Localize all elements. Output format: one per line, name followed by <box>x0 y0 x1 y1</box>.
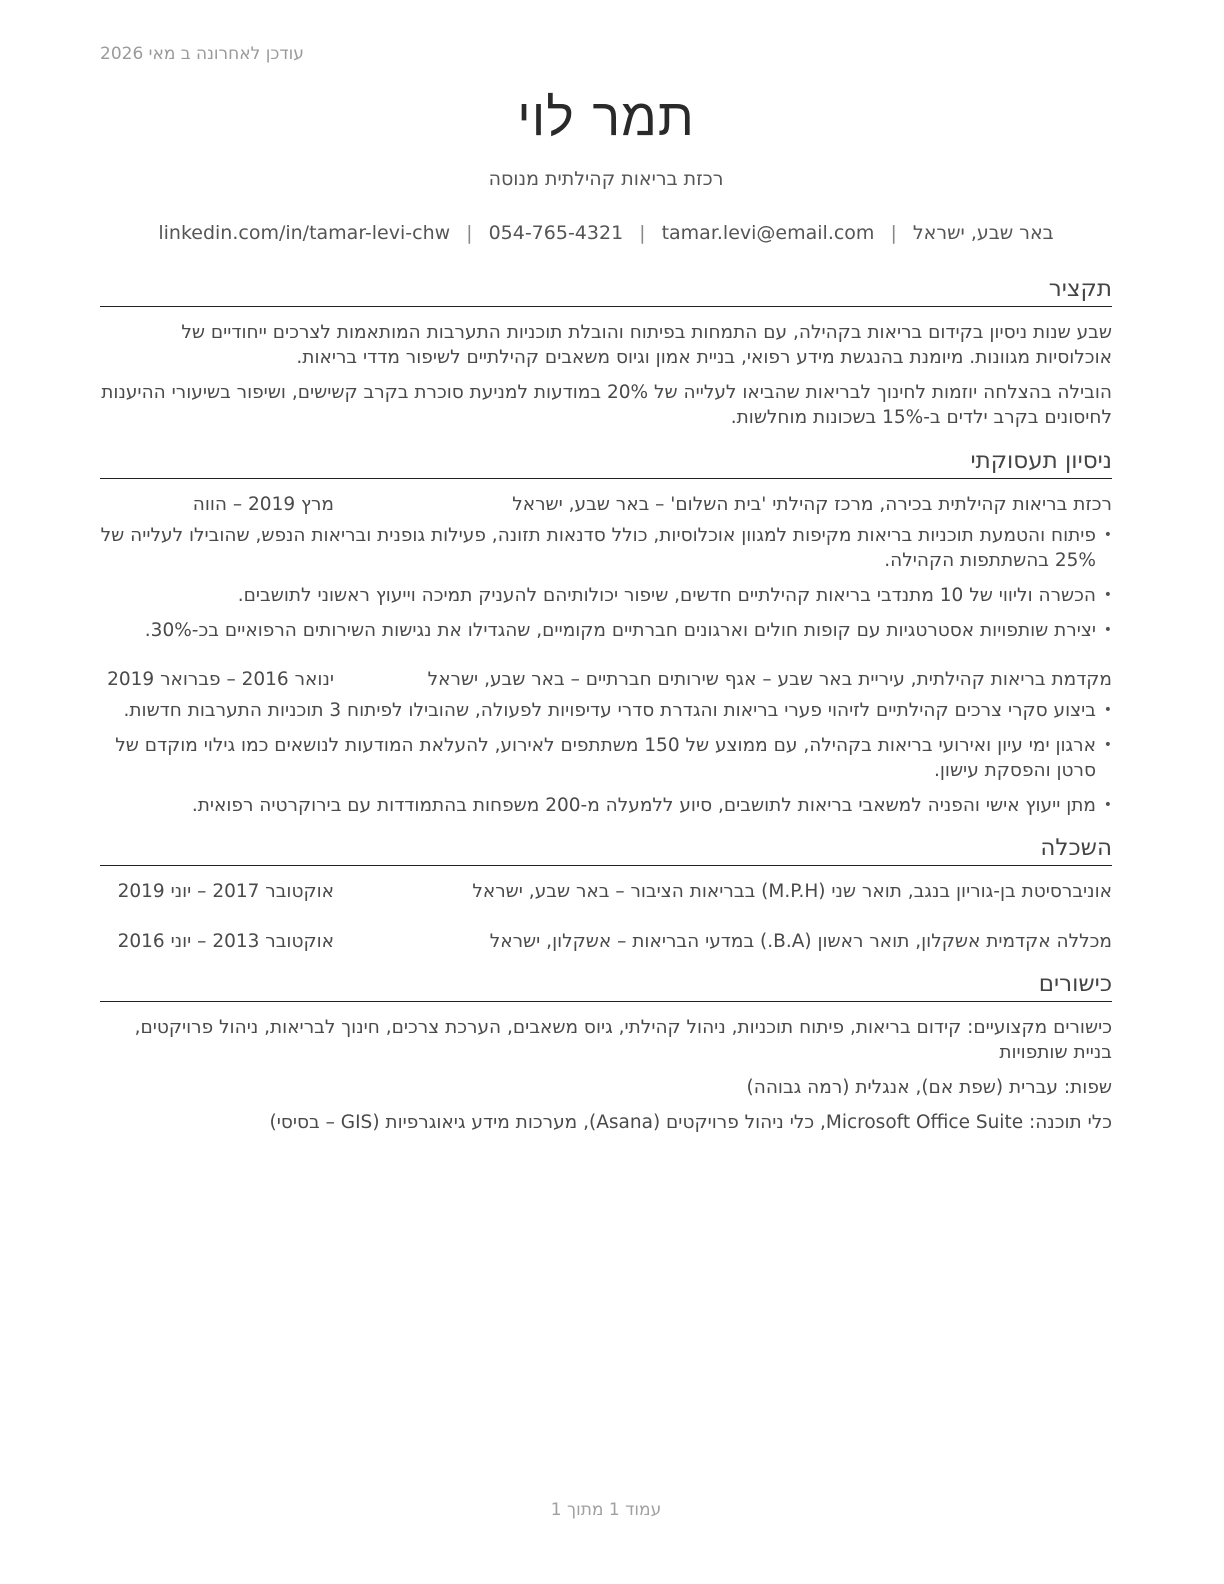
job-bullet: • פיתוח והטמעת תוכניות בריאות מקיפות למגוון אוכלוסיות, כולל סדנאות תזונה, פעילות גופנית ובריאות הנפש, שהובילו לעלייה של 25% בהשתתפות הקהילה. <box>100 523 1112 573</box>
job-bullet: • מתן ייעוץ אישי והפניה למשאבי בריאות לתושבים, סיוע ללמעלה מ-200 משפחות בהתמודדות עם בירוקרטיה רפואית. <box>100 793 1112 818</box>
education-title: אוניברסיטת בן-גוריון בנגב, תואר שני (M.P.H) בבריאות הציבור – באר שבע, ישראל <box>472 881 1112 902</box>
job-bullets <box>100 698 1112 828</box>
job-header <box>100 667 1112 692</box>
education-title: מכללה אקדמית אשקלון, תואר ראשון (B.A.) במדעי הבריאות – אשקלון, ישראל <box>489 931 1112 952</box>
skills-line: כישורים מקצועיים: קידום בריאות, פיתוח תוכניות, ניהול קהילתי, גיוס משאבים, הערכת צרכים, חינוך לבריאות, ניהול פרויקטים, בניית שותפויות <box>134 1017 1112 1063</box>
skills-line: שפות: עברית (שפת אם), אנגלית (רמה גבוהה) <box>746 1077 1112 1098</box>
skills-line: כלי תוכנה: Microsoft Office Suite, כלי ניהול פרויקטים (Asana), מערכות מידע גיאוגרפיות (GIS – בסיסי) <box>269 1112 1112 1133</box>
education-dates: אוקטובר 2013 – יוני 2016 <box>117 931 334 952</box>
last-updated: עודכן לאחרונה ב מאי 2026 <box>100 44 304 64</box>
summary-paragraph: הובילה בהצלחה יוזמות לחינוך לבריאות שהביאו לעלייה של 20% במודעות למניעת סוכרת בקרב קשישים, ושיפור בשיעורי ההיענות לחיסונים בקרב ילדים ב-15% בשכונות מוחלשות. <box>101 382 1112 428</box>
section-title-skills: כישורים <box>100 969 1112 1002</box>
contact-linkedin[interactable]: linkedin.com/in/tamar-levi-chw <box>158 222 451 244</box>
contact-location: באר שבע, ישראל <box>912 222 1054 244</box>
section-title-education: השכלה <box>100 833 1112 866</box>
education-dates: אוקטובר 2017 – יוני 2019 <box>117 881 334 902</box>
contact-email[interactable]: tamar.levi@email.com <box>661 222 875 244</box>
contact-separator: | <box>466 222 473 244</box>
job-title: רכזת בריאות קהילתית בכירה, מרכז קהילתי 'בית השלום' – באר שבע, ישראל <box>512 494 1112 515</box>
job-dates: ינואר 2016 – פברואר 2019 <box>107 669 334 690</box>
job-dates: מרץ 2019 – הווה <box>192 494 334 515</box>
contact-line <box>100 222 1112 244</box>
job-title: מקדמת בריאות קהילתית, עיריית באר שבע – אגף שירותים חברתיים – באר שבע, ישראל <box>427 669 1112 690</box>
section-title-summary: תקציר <box>100 274 1112 307</box>
skills-list <box>100 1015 1112 1145</box>
contact-separator: | <box>890 222 897 244</box>
page-number: עמוד 1 מתוך 1 <box>550 1500 662 1520</box>
contact-separator: | <box>639 222 646 244</box>
section-title-experience: ניסיון תעסוקתי <box>100 446 1112 479</box>
job-bullets <box>100 523 1112 653</box>
job-header <box>100 492 1112 517</box>
candidate-name: תמר לוי <box>517 88 695 148</box>
job-bullet: • הכשרה וליווי של 10 מתנדבי בריאות קהילתיים חדשים, שיפור יכולותיהם להעניק תמיכה וייעוץ ראשוני לתושבים. <box>100 583 1112 608</box>
education-item <box>100 929 1112 954</box>
resume-page <box>100 0 1112 1584</box>
education-item <box>100 879 1112 904</box>
job-bullet: • ארגון ימי עיון ואירועי בריאות בקהילה, עם ממוצע של 150 משתתפים לאירוע, להעלאת המודעות לנושאים כמו גילוי מוקדם של סרטן והפסקת עישון. <box>100 733 1112 783</box>
job-bullet: • ביצוע סקרי צרכים קהילתיים לזיהוי פערי בריאות והגדרת סדרי עדיפויות לפעולה, שהובילו לפיתוח 3 תוכניות התערבות חדשות. <box>100 698 1112 723</box>
summary-paragraph: שבע שנות ניסיון בקידום בריאות בקהילה, עם התמחות בפיתוח והובלת תוכניות התערבות המותאמות לצרכים ייחודיים של אוכלוסיות מגוונות. מיומנת בהנגשת מידע רפואי, בניית אמון וגיוס משאבים קהילתיים לשיפור מדדי בריאות. <box>181 322 1112 368</box>
contact-phone[interactable]: 054-765-4321 <box>488 222 624 244</box>
summary-text <box>100 320 1112 440</box>
job-bullet: • יצירת שותפויות אסטרטגיות עם קופות חולים וארגונים חברתיים מקומיים, שהגדילו את נגישות השירותים הרפואיים בכ-30%. <box>100 618 1112 643</box>
candidate-role: רכזת בריאות קהילתית מנוסה <box>488 168 724 190</box>
